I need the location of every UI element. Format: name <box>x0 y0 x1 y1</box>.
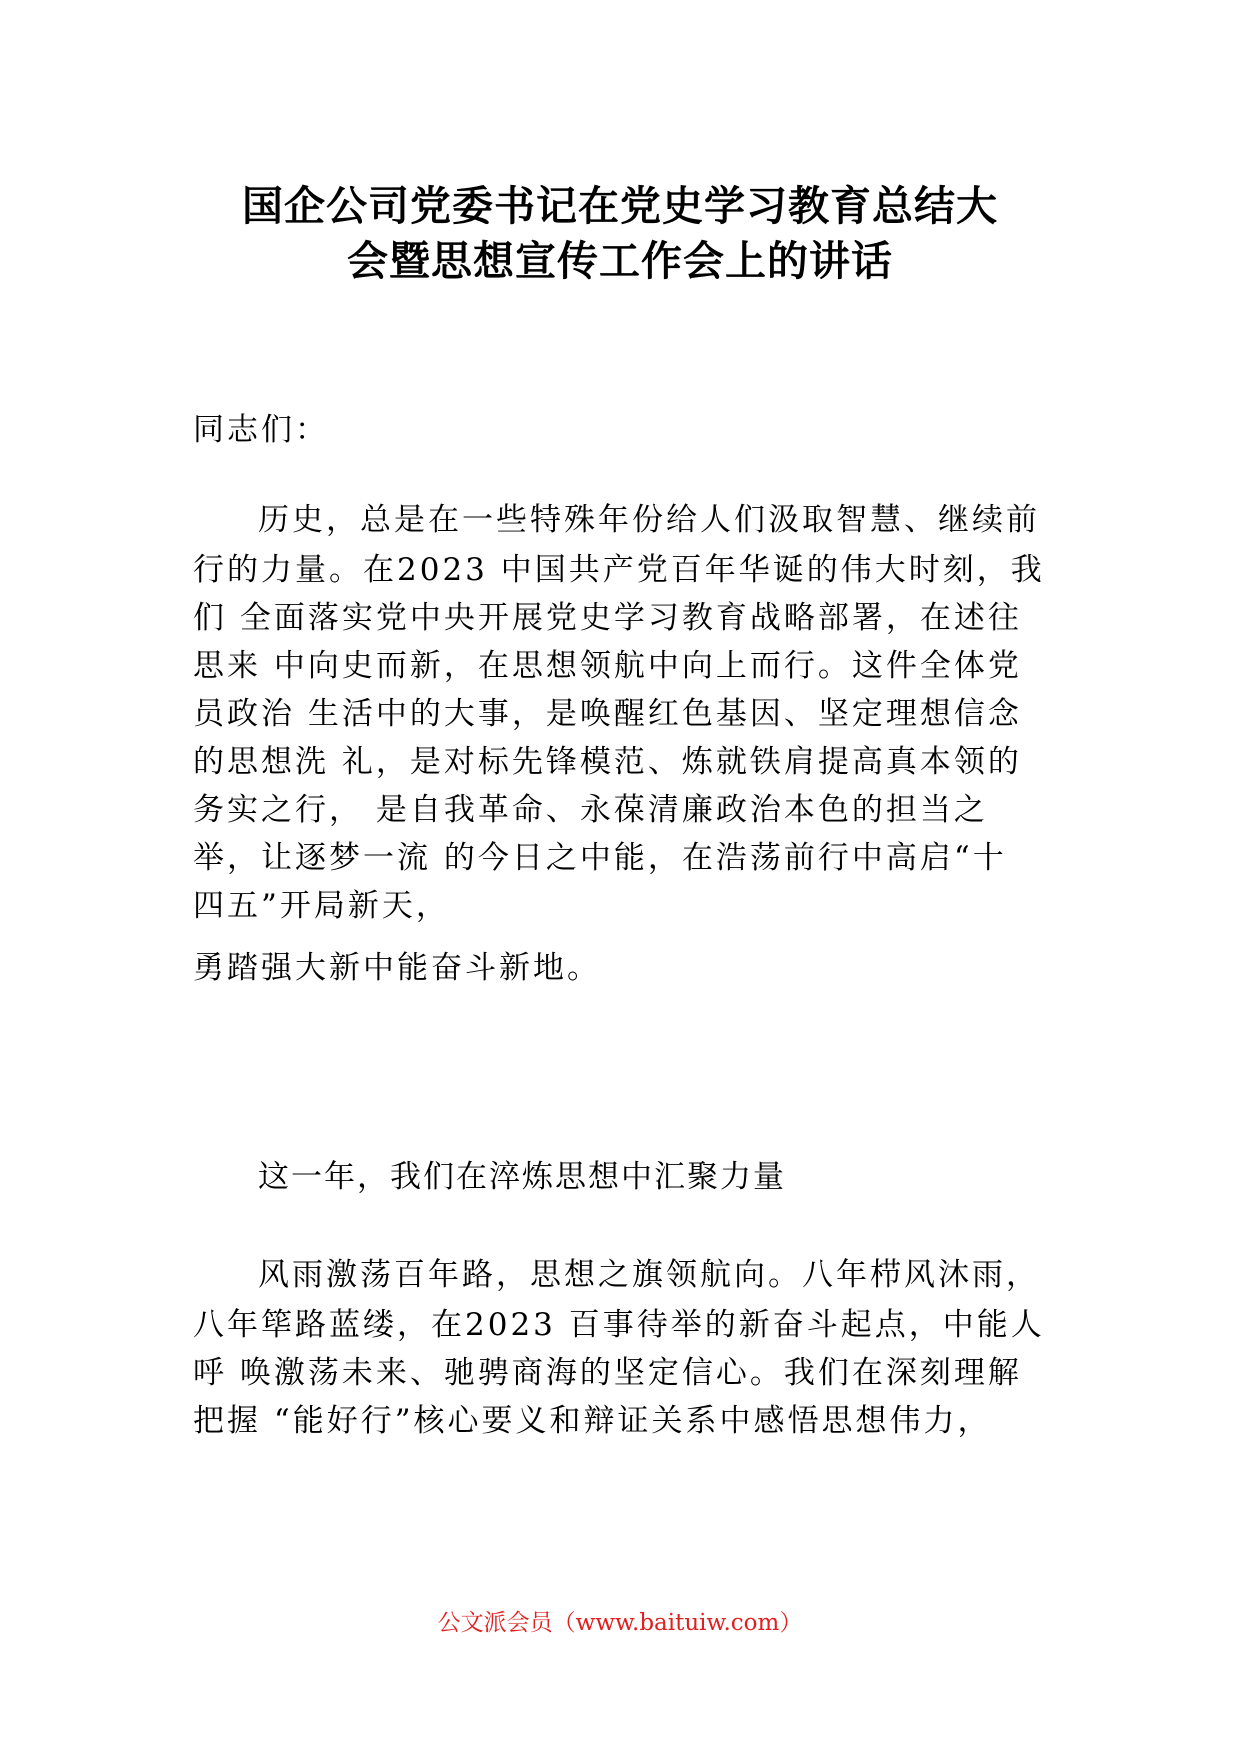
document-title-line-1: 国企公司党委书记在党史学习教育总结大 <box>242 182 998 230</box>
paragraph-2-line-3: 呼 唤激荡未来、驰骋商海的坚定信心。我们在深刻理解 <box>193 1355 1022 1391</box>
paragraph-1-line-7: 务实之行， 是自我革命、永葆清廉政治本色的担当之 <box>193 792 988 828</box>
paragraph-2-line-4: 把握 “能好行”核心要义和辩证关系中感悟思想伟力， <box>193 1403 992 1439</box>
paragraph-1-line-8: 举，让逐梦一流 的今日之中能，在浩荡前行中高启“十 <box>193 840 1007 876</box>
paragraph-2-line-2: 八年筚路蓝缕，在2023 百事待举的新奋斗起点，中能人 <box>193 1307 1045 1343</box>
paragraph-1-line-3: 们 全面落实党中央开展党史学习教育战略部署，在述往 <box>193 600 1022 636</box>
paragraph-1-line-6: 的思想洗 礼，是对标先锋模范、炼就铁肩提高真本领的 <box>193 744 1022 780</box>
paragraph-1-line-5: 员政治 生活中的大事，是唤醒红色基因、坚定理想信念 <box>193 696 1022 732</box>
paragraph-1-line-9: 四五”开局新天， <box>193 888 450 924</box>
salutation: 同志们： <box>193 412 329 448</box>
footer-watermark: 公文派会员（www.baituiw.com） <box>437 1610 803 1636</box>
document-title-line-2: 会暨思想宣传工作会上的讲话 <box>347 237 893 285</box>
section-heading: 这一年，我们在淬炼思想中汇聚力量 <box>258 1159 786 1195</box>
paragraph-2-line-1: 风雨激荡百年路，思想之旗领航向。八年栉风沐雨， <box>258 1257 1040 1293</box>
paragraph-1-tail: 勇踏强大新中能奋斗新地。 <box>193 950 601 986</box>
paragraph-1-line-2: 行的力量。在2023 中国共产党百年华诞的伟大时刻，我 <box>193 552 1045 588</box>
paragraph-1-line-1: 历史，总是在一些特殊年份给人们汲取智慧、继续前 <box>258 502 1040 538</box>
paragraph-1-line-4: 思来 中向史而新，在思想领航中向上而行。这件全体党 <box>193 648 1022 684</box>
